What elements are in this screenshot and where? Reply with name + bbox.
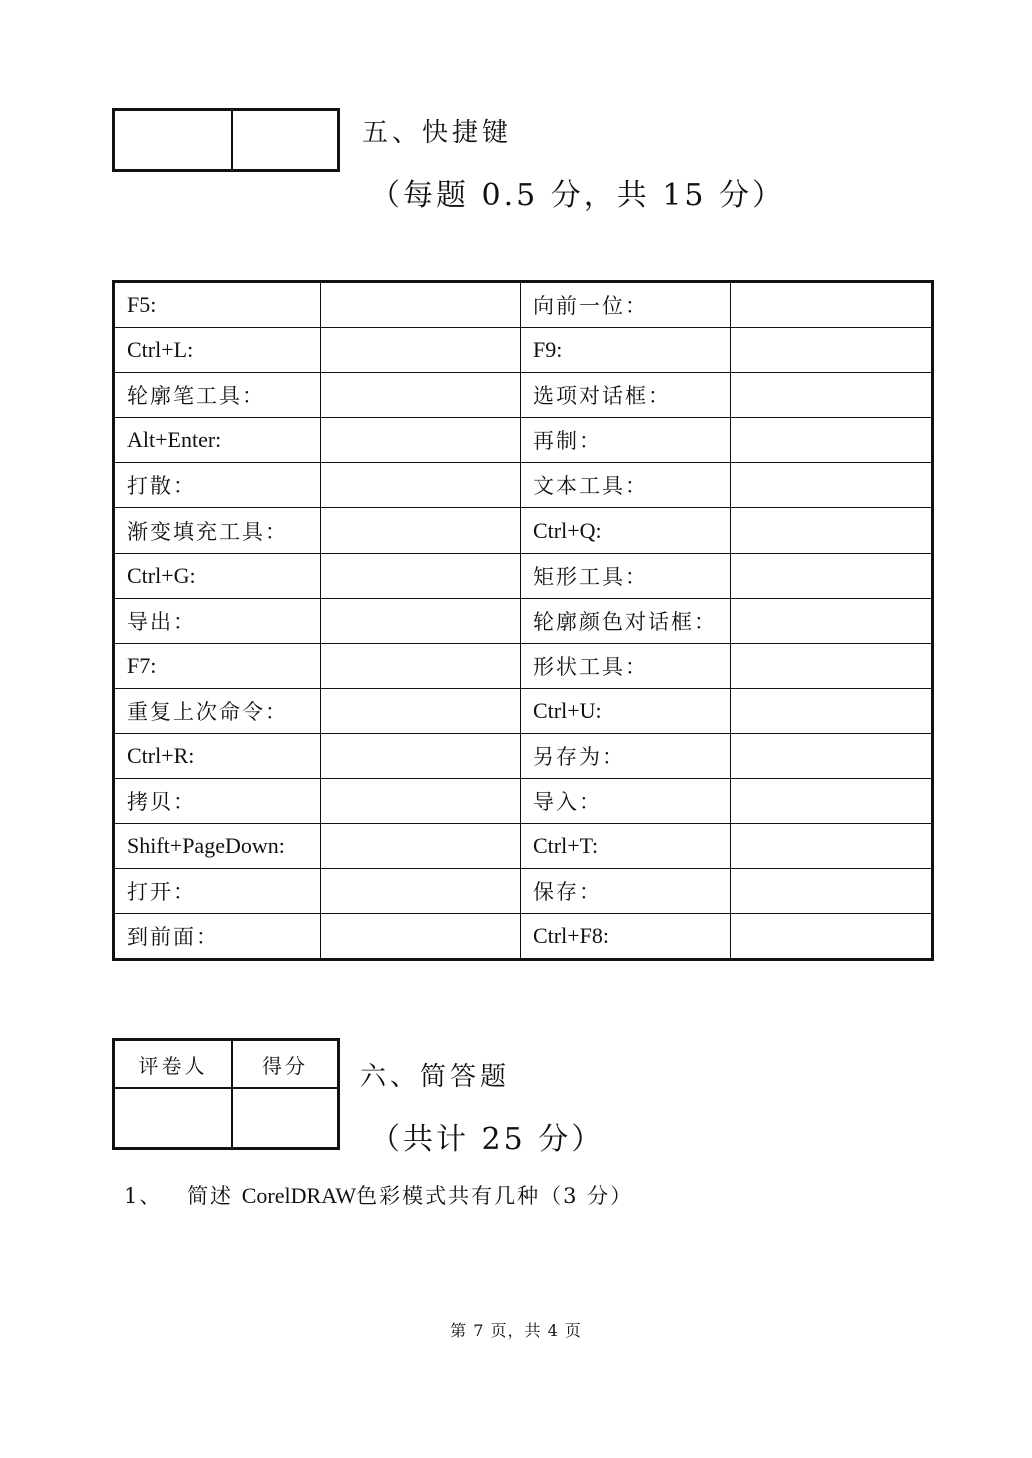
shortcut-answer-right[interactable] — [731, 418, 933, 463]
section6-score-box — [112, 1038, 340, 1150]
shortcut-answer-left[interactable] — [321, 553, 521, 598]
shortcut-prompt-left: 拷贝： — [114, 779, 321, 824]
score-field[interactable] — [233, 1089, 337, 1147]
shortcut-prompt-left: 导出： — [114, 598, 321, 643]
shortcut-answer-left[interactable] — [321, 824, 521, 869]
shortcut-answer-left[interactable] — [321, 643, 521, 688]
shortcut-row — [114, 824, 933, 869]
shortcut-prompt-right: 再制： — [521, 418, 731, 463]
question-software: CorelDRAW — [241, 1183, 357, 1208]
question-number: 1、 — [124, 1184, 163, 1208]
shortcut-row — [114, 779, 933, 824]
shortcut-prompt-left: 渐变填充工具： — [114, 508, 321, 553]
shortcut-answer-left[interactable] — [321, 508, 521, 553]
shortcut-prompt-right: 另存为： — [521, 733, 731, 778]
shortcut-prompt-right: F9: — [521, 328, 731, 373]
page-footer: 第 7 页，共 4 页 — [450, 1321, 582, 1340]
shortcut-prompt-right: 轮廓颜色对话框： — [521, 598, 731, 643]
grader-label: 评卷人 — [115, 1041, 233, 1089]
shortcut-prompt-left: Alt+Enter: — [114, 418, 321, 463]
shortcut-prompt-left: 打开： — [114, 869, 321, 914]
shortcut-answer-right[interactable] — [731, 733, 933, 778]
shortcut-prompt-right: Ctrl+U: — [521, 688, 731, 733]
shortcut-row — [114, 508, 933, 553]
shortcut-prompt-right: 向前一位： — [521, 282, 731, 328]
shortcut-answer-right[interactable] — [731, 463, 933, 508]
shortcut-answer-right[interactable] — [731, 553, 933, 598]
shortcut-answer-right[interactable] — [731, 598, 933, 643]
section5-score-cell — [233, 111, 337, 169]
shortcut-prompt-right: 导入： — [521, 779, 731, 824]
shortcut-prompt-right: 文本工具： — [521, 463, 731, 508]
shortcut-prompt-left: 打散： — [114, 463, 321, 508]
shortcut-prompt-left: Ctrl+L: — [114, 328, 321, 373]
shortcut-answer-right[interactable] — [731, 824, 933, 869]
shortcut-prompt-left: Ctrl+R: — [114, 733, 321, 778]
question-prefix: 简述 — [187, 1184, 234, 1208]
shortcut-answer-right[interactable] — [731, 779, 933, 824]
shortcut-table — [112, 280, 934, 961]
shortcut-answer-left[interactable] — [321, 598, 521, 643]
section5-score-box — [112, 108, 340, 172]
shortcut-answer-right[interactable] — [731, 373, 933, 418]
section6-title: 六、简答题 — [360, 1062, 511, 1092]
shortcut-answer-right[interactable] — [731, 914, 933, 960]
shortcut-prompt-left: 轮廓笔工具： — [114, 373, 321, 418]
shortcut-answer-right[interactable] — [731, 869, 933, 914]
shortcut-answer-right[interactable] — [731, 688, 933, 733]
shortcut-answer-left[interactable] — [321, 282, 521, 328]
shortcut-answer-left[interactable] — [321, 418, 521, 463]
shortcut-answer-left[interactable] — [321, 733, 521, 778]
shortcut-answer-left[interactable] — [321, 869, 521, 914]
shortcut-row — [114, 418, 933, 463]
shortcut-prompt-right: Ctrl+Q: — [521, 508, 731, 553]
shortcut-prompt-left: F5: — [114, 282, 321, 328]
shortcut-answer-right[interactable] — [731, 643, 933, 688]
section5-subtitle: （每题 0.5 分，共 15 分） — [370, 178, 786, 213]
shortcut-answer-left[interactable] — [321, 328, 521, 373]
shortcut-row — [114, 914, 933, 960]
shortcut-row — [114, 688, 933, 733]
shortcut-row — [114, 553, 933, 598]
section6-subtitle: （共计 25 分） — [370, 1122, 605, 1157]
shortcut-prompt-right: 形状工具： — [521, 643, 731, 688]
shortcut-row — [114, 463, 933, 508]
shortcut-answer-left[interactable] — [321, 373, 521, 418]
shortcut-prompt-left: 到前面： — [114, 914, 321, 960]
shortcut-row — [114, 598, 933, 643]
shortcut-answer-right[interactable] — [731, 508, 933, 553]
shortcut-row — [114, 733, 933, 778]
shortcut-answer-left[interactable] — [321, 914, 521, 960]
shortcut-row — [114, 282, 933, 328]
section5-grader-cell — [115, 111, 233, 169]
question-1 — [124, 1180, 633, 1210]
shortcut-prompt-left: 重复上次命令： — [114, 688, 321, 733]
shortcut-prompt-left: Shift+PageDown: — [114, 824, 321, 869]
shortcut-answer-right[interactable] — [731, 282, 933, 328]
shortcut-prompt-right: 矩形工具： — [521, 553, 731, 598]
shortcut-row — [114, 373, 933, 418]
shortcut-prompt-right: Ctrl+T: — [521, 824, 731, 869]
shortcut-answer-right[interactable] — [731, 328, 933, 373]
shortcut-answer-left[interactable] — [321, 779, 521, 824]
shortcut-row — [114, 643, 933, 688]
shortcut-table-body — [114, 282, 933, 960]
shortcut-prompt-left: F7: — [114, 643, 321, 688]
section5-title: 五、快捷键 — [362, 118, 513, 148]
shortcut-answer-left[interactable] — [321, 688, 521, 733]
shortcut-row — [114, 869, 933, 914]
shortcut-answer-left[interactable] — [321, 463, 521, 508]
shortcut-prompt-right: 保存： — [521, 869, 731, 914]
score-label: 得分 — [233, 1041, 337, 1089]
question-text: 色彩模式共有几种（3 分） — [356, 1184, 634, 1208]
grader-field[interactable] — [115, 1089, 233, 1147]
shortcut-prompt-left: Ctrl+G: — [114, 553, 321, 598]
shortcut-row — [114, 328, 933, 373]
shortcut-prompt-right: 选项对话框： — [521, 373, 731, 418]
shortcut-prompt-right: Ctrl+F8: — [521, 914, 731, 960]
